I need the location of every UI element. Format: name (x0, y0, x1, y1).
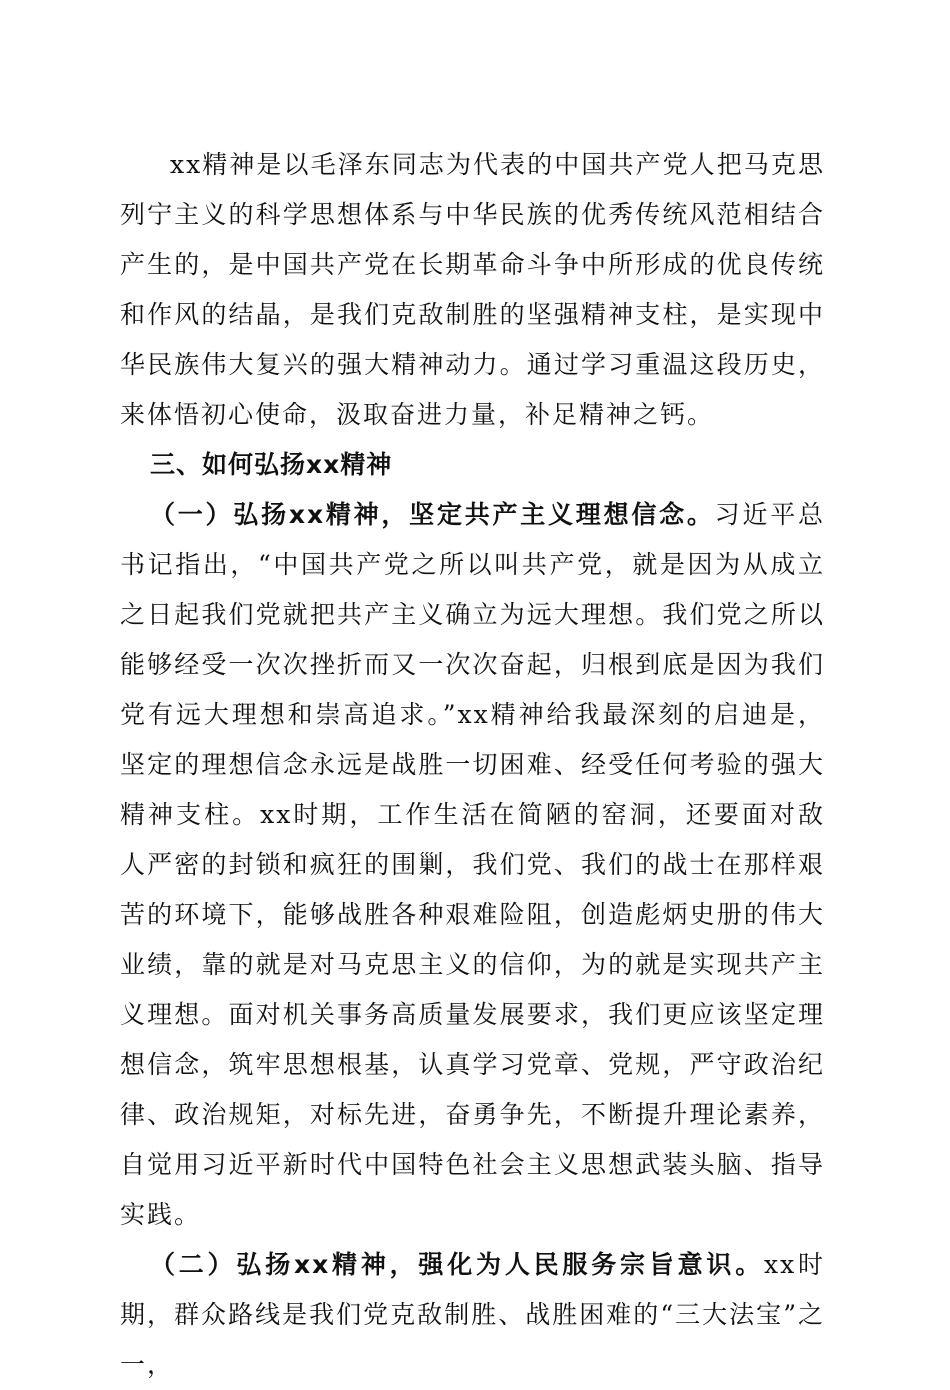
item-one-lead: （一）弘扬xx精神，坚定共产主义理想信念。 (150, 500, 715, 529)
item-one-body: 习近平总书记指出，“中国共产党之所以叫共产党，就是因为从成立之日起我们党就把共产主义确立为远大理想。我们党之所以能够经受一次次挫折而又一次次奋起，归根到底是因为我们党有远大理想和崇高追求。”xx精神给我最深刻的启迪是，坚定的理想信念永远是战胜一切困难、经受任何考验的强大精神支柱。xx时期，工作生活在简陋的窑洞，还要面对敌人严密的封锁和疯狂的围剿，我们党、我们的战士在那样艰苦的环境下，能够战胜各种艰难险阻，创造彪炳史册的伟大业绩，靠的就是对马克思主义的信仰，为的就是实现共产主义理想。面对机关事务高质量发展要求，我们更应该坚定理想信念，筑牢思想根基，认真学习党章、党规，严守政治纪律、政治规矩，对标先进，奋勇争先，不断提升理论素养，自觉用习近平新时代中国特色社会主义思想武装头脑、指导实践。 (120, 500, 825, 1229)
intro-paragraph: xx精神是以毛泽东同志为代表的中国共产党人把马克思列宁主义的科学思想体系与中华民族的优秀传统风范相结合产生的，是中国共产党在长期革命斗争中所形成的优良传统和作风的结晶，是我们克敌制胜的坚强精神支柱，是实现中华民族伟大复兴的强大精神动力。通过学习重温这段历史，来体悟初心使命，汲取奋进力量，补足精神之钙。 (120, 150, 825, 429)
item-two-lead: （二）弘扬xx精神，强化为人民服务宗旨意识。 (150, 1250, 764, 1279)
item-one-paragraph (120, 490, 825, 1240)
item-two-body: xx时期，群众路线是我们党克敌制胜、战胜困难的“三大法宝”之一， (120, 1250, 825, 1379)
document-page (120, 140, 825, 1390)
item-two-paragraph (120, 1240, 825, 1390)
section-heading: 三、如何弘扬xx精神 (150, 450, 393, 479)
